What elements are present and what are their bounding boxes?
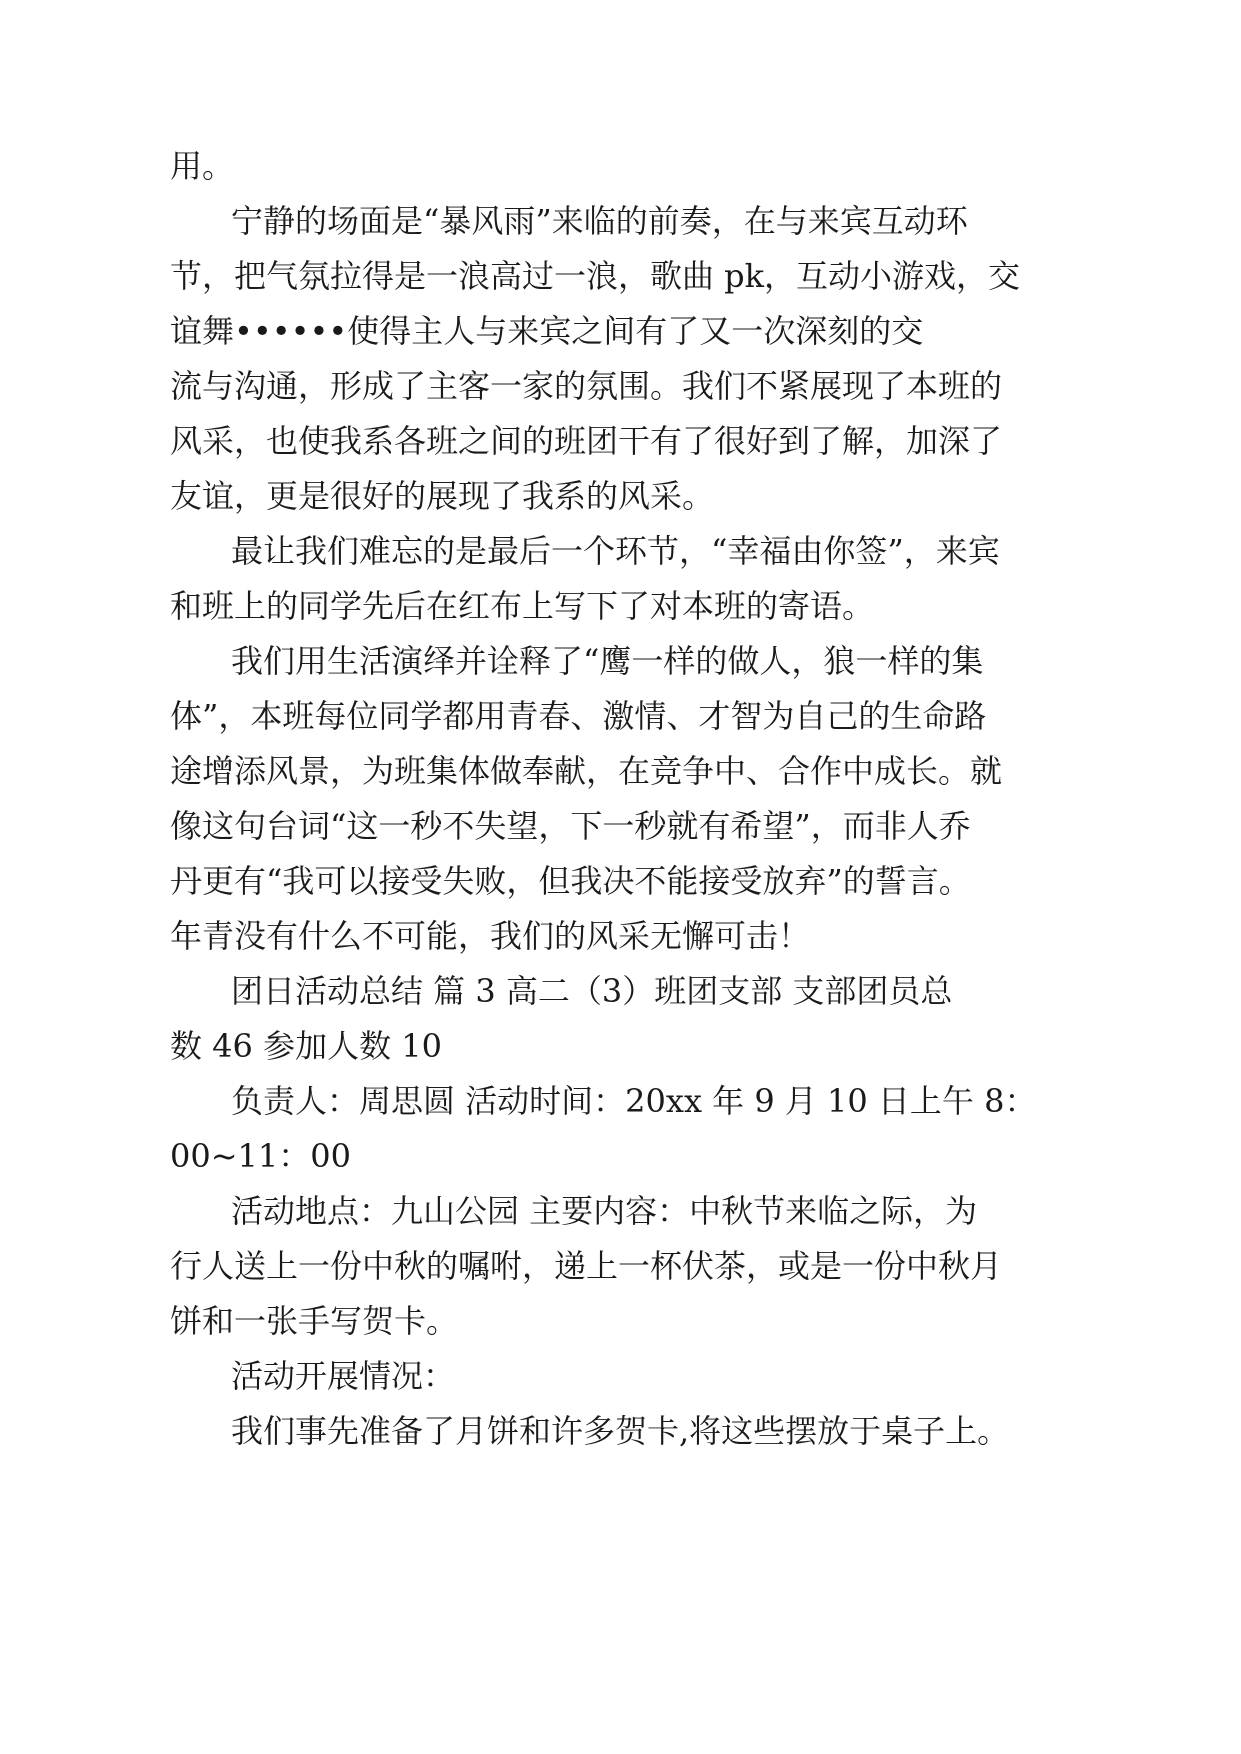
text-line: 丹更有“我可以接受失败，但我决不能接受放弃”的誓言。	[170, 862, 971, 900]
text-line: 流与沟通，形成了主客一家的氛围。我们不紧展现了本班的	[170, 367, 1003, 405]
text-line: 最让我们难忘的是最后一个环节，“幸福由你签”，来宾	[231, 532, 1000, 570]
text-line: 体”，本班每位同学都用青春、激情、才智为自己的生命路	[170, 697, 987, 735]
text-line: 年青没有什么不可能，我们的风采无懈可击！	[170, 917, 811, 955]
text-line: 团日活动总结 篇 3 高二（3）班团支部 支部团员总	[231, 972, 953, 1010]
text-line: 活动开展情况：	[231, 1357, 456, 1395]
text-line: 负责人：周思圆 活动时间：20xx 年 9 月 10 日上午 8：	[231, 1082, 1037, 1120]
text-line: 友谊，更是很好的展现了我系的风采。	[170, 477, 715, 515]
text-line: 我们事先准备了月饼和许多贺卡,将这些摆放于桌子上。	[231, 1412, 1010, 1450]
text-line: 和班上的同学先后在红布上写下了对本班的寄语。	[170, 587, 875, 625]
text-line: 用。	[170, 147, 235, 185]
text-line: 我们用生活演绎并诠释了“鹰一样的做人，狼一样的集	[231, 642, 984, 680]
text-line: 节，把气氛拉得是一浪高过一浪，歌曲 pk，互动小游戏，交	[170, 257, 1021, 295]
text-line: 活动地点：九山公园 主要内容：中秋节来临之际，为	[231, 1192, 978, 1230]
text-line: 像这句台词“这一秒不失望，下一秒就有希望”，而非人乔	[170, 807, 971, 845]
text-line: 饼和一张手写贺卡。	[170, 1302, 459, 1340]
text-line: 风采，也使我系各班之间的班团干有了很好到了解，加深了	[170, 422, 1003, 460]
text-line: 宁静的场面是“暴风雨”来临的前奏，在与来宾互动环	[231, 202, 968, 240]
text-line: 谊舞••••••使得主人与来宾之间有了又一次深刻的交	[170, 312, 924, 350]
text-line: 行人送上一份中秋的嘱咐，递上一杯伏茶，或是一份中秋月	[170, 1247, 1003, 1285]
text-line: 00~11：00	[170, 1137, 351, 1175]
text-line: 途增添风景，为班集体做奉献，在竞争中、合作中成长。就	[170, 752, 1003, 790]
text-line: 数 46 参加人数 10	[170, 1027, 442, 1065]
